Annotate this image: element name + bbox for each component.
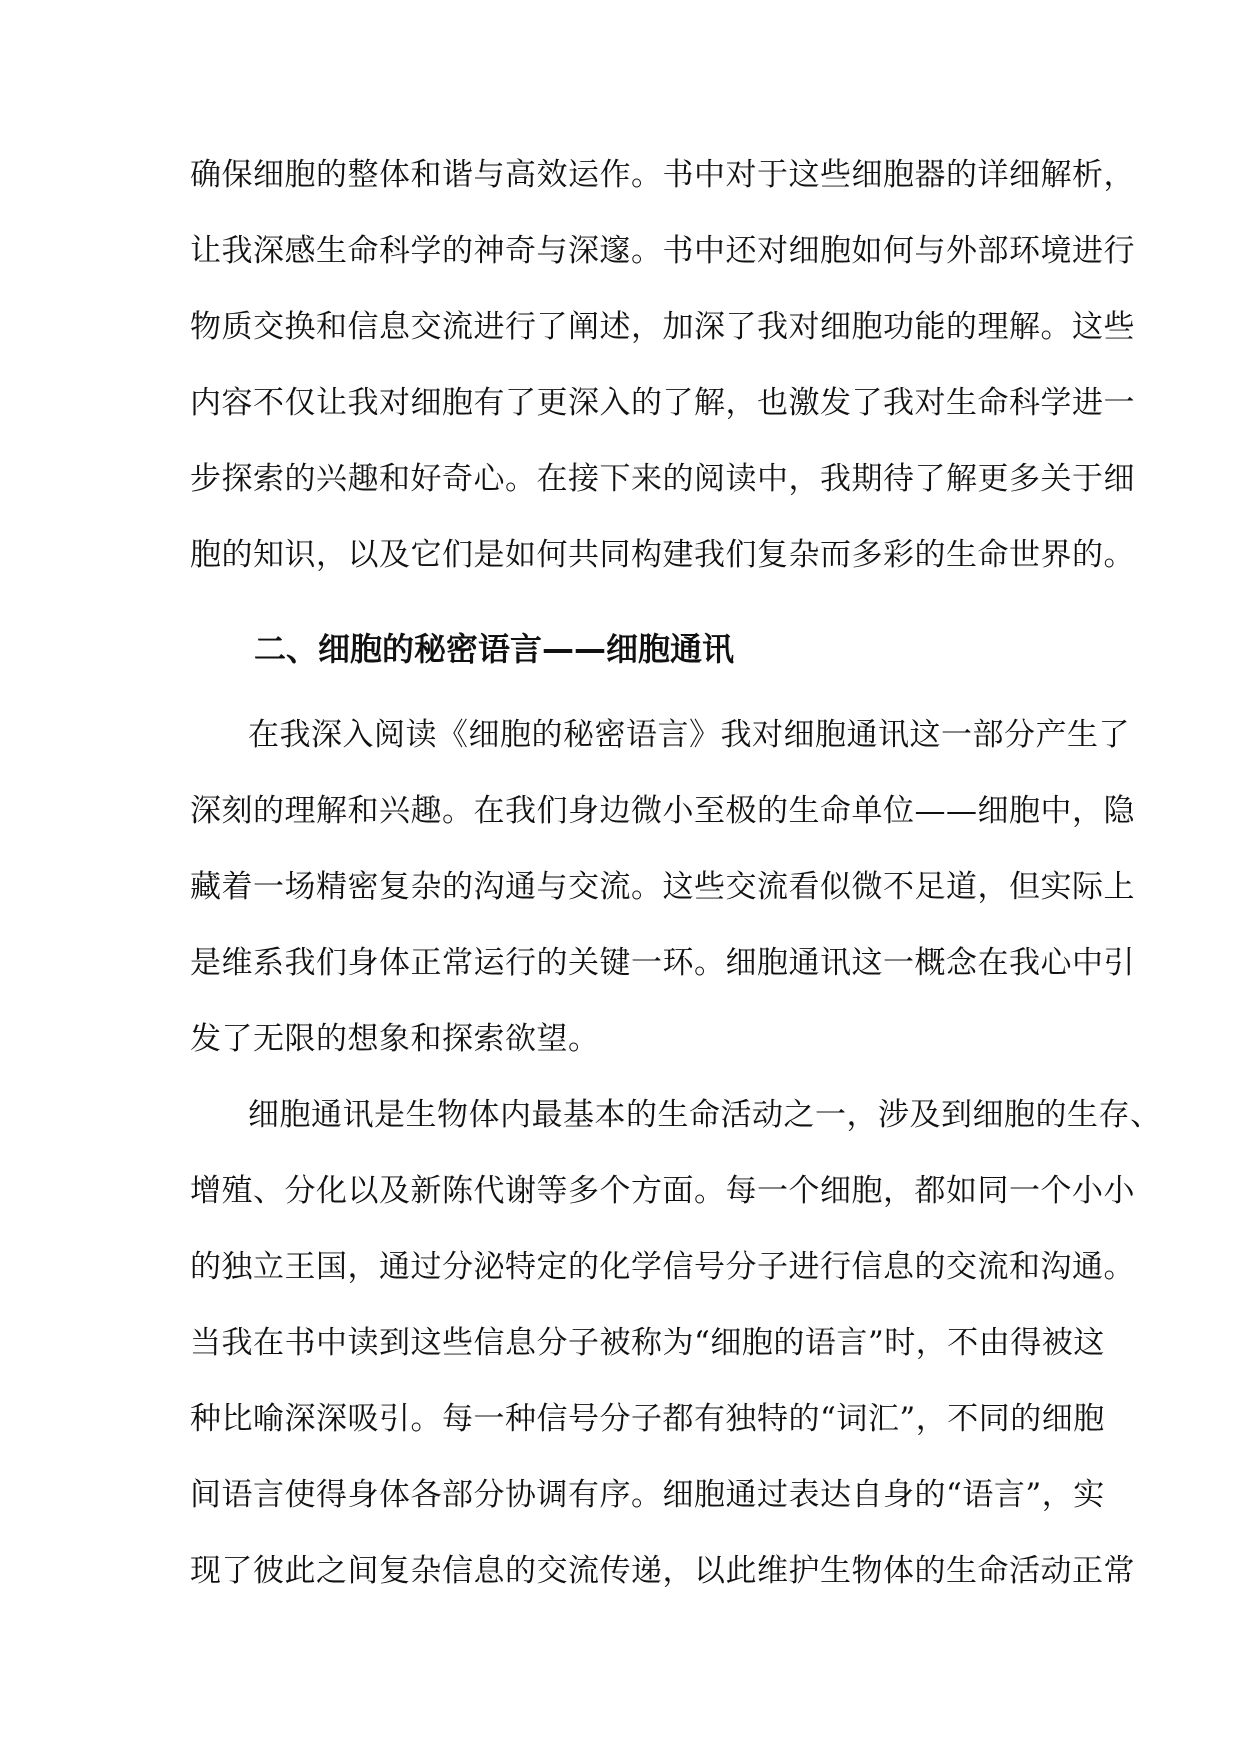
text-line: 内容不仅让我对细胞有了更深入的了解，也激发了我对生命科学进一 xyxy=(190,385,1135,421)
document-body xyxy=(190,137,1162,1609)
section-heading: 二、细胞的秘密语言——细胞通讯 xyxy=(254,630,735,668)
text-line: 种比喻深深吸引。每一种信号分子都有独特的“词汇”，不同的细胞 xyxy=(190,1401,1105,1437)
text-line: 物质交换和信息交流进行了阐述，加深了我对细胞功能的理解。这些 xyxy=(190,309,1135,345)
text-line: 细胞通讯是生物体内最基本的生命活动之一，涉及到细胞的生存、 xyxy=(248,1097,1162,1133)
text-line: 让我深感生命科学的神奇与深邃。书中还对细胞如何与外部环境进行 xyxy=(190,233,1135,269)
text-line: 深刻的理解和兴趣。在我们身边微小至极的生命单位——细胞中，隐 xyxy=(190,793,1135,829)
text-line: 增殖、分化以及新陈代谢等多个方面。每一个细胞，都如同一个小小 xyxy=(190,1173,1135,1209)
text-line: 是维系我们身体正常运行的关键一环。细胞通讯这一概念在我心中引 xyxy=(190,945,1135,981)
paragraph-cell-communication-intro xyxy=(190,697,1135,1077)
text-line: 的独立王国，通过分泌特定的化学信号分子进行信息的交流和沟通。 xyxy=(190,1249,1135,1285)
text-line: 现了彼此之间复杂信息的交流传递，以此维护生物体的生命活动正常 xyxy=(190,1553,1135,1589)
text-line: 在我深入阅读《细胞的秘密语言》我对细胞通讯这一部分产生了 xyxy=(248,717,1130,753)
text-line: 胞的知识，以及它们是如何共同构建我们复杂而多彩的生命世界的。 xyxy=(190,537,1135,573)
text-line: 发了无限的想象和探索欲望。 xyxy=(190,1021,600,1057)
text-line: 步探索的兴趣和好奇心。在接下来的阅读中，我期待了解更多关于细 xyxy=(190,461,1135,497)
text-line: 藏着一场精密复杂的沟通与交流。这些交流看似微不足道，但实际上 xyxy=(190,869,1135,905)
text-line: 当我在书中读到这些信息分子被称为“细胞的语言”时，不由得被这 xyxy=(190,1325,1105,1361)
paragraph-continued xyxy=(190,137,1135,593)
text-line: 间语言使得身体各部分协调有序。细胞通过表达自身的“语言”，实 xyxy=(190,1477,1105,1513)
paragraph-cell-communication-detail xyxy=(190,1077,1162,1609)
text-line: 确保细胞的整体和谐与高效运作。书中对于这些细胞器的详细解析， xyxy=(190,157,1135,193)
